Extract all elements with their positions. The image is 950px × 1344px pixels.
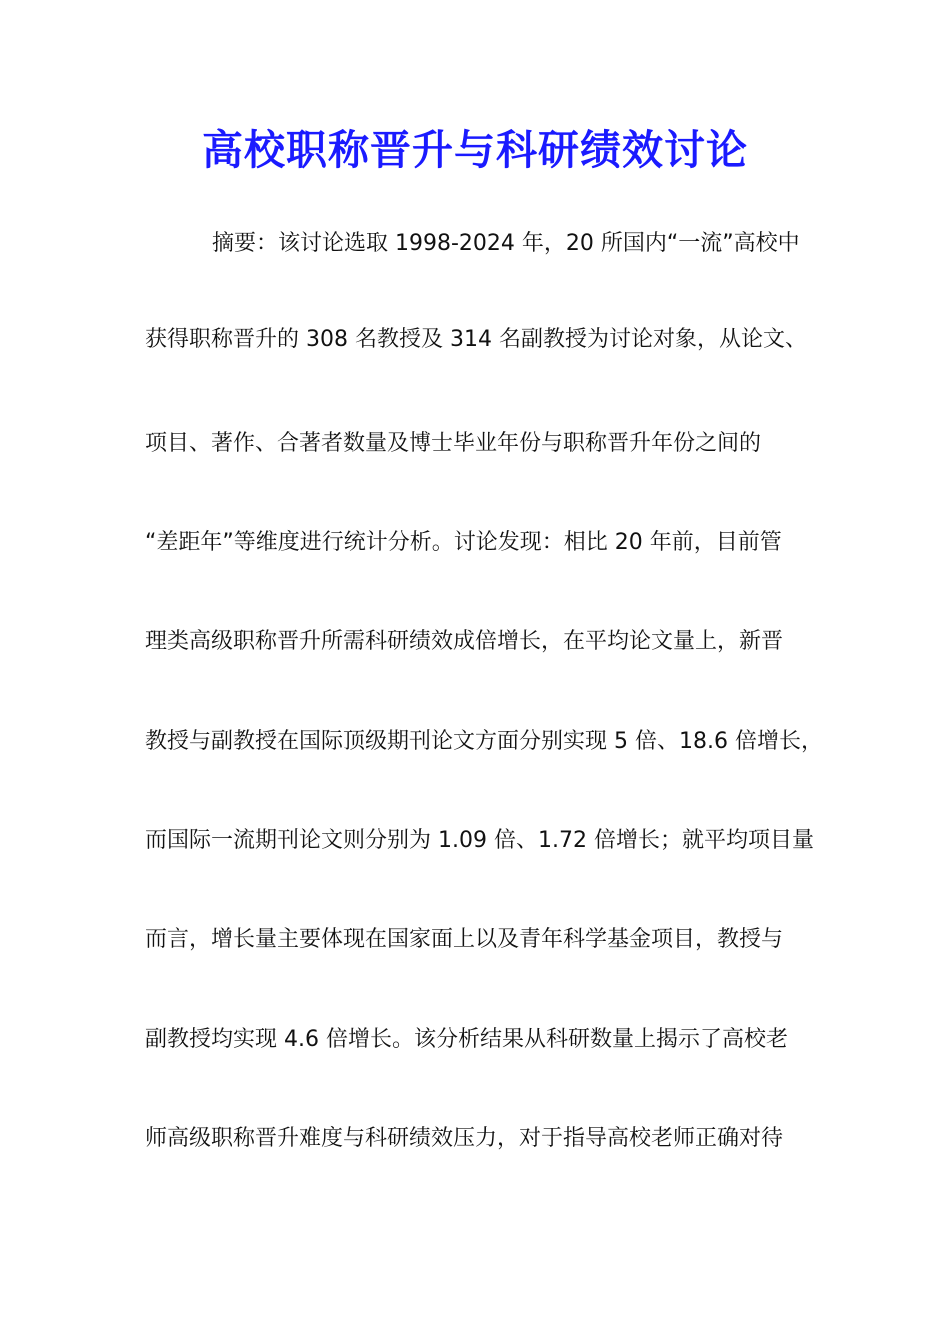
abstract-line-4: “差距年”等维度进行统计分析。讨论发现：相比 20 年前，目前管 xyxy=(145,530,782,555)
document-title: 高校职称晋升与科研绩效讨论 xyxy=(202,126,748,174)
abstract-line-1: 摘要：该讨论选取 1998-2024 年，20 所国内“一流”高校中 xyxy=(212,231,800,256)
abstract-line-6: 教授与副教授在国际顶级期刊论文方面分别实现 5 倍、18.6 倍增长， xyxy=(145,729,823,754)
abstract-line-9: 副教授均实现 4.6 倍增长。该分析结果从科研数量上揭示了高校老 xyxy=(145,1027,788,1052)
abstract-line-10: 师高级职称晋升难度与科研绩效压力，对于指导高校老师正确对待 xyxy=(145,1126,784,1151)
abstract-line-5: 理类高级职称晋升所需科研绩效成倍增长，在平均论文量上，新晋 xyxy=(145,629,784,654)
abstract-line-2: 获得职称晋升的 308 名教授及 314 名副教授为讨论对象，从论文、 xyxy=(145,327,807,352)
abstract-line-8: 而言，增长量主要体现在国家面上以及青年科学基金项目，教授与 xyxy=(145,927,784,952)
abstract-line-3: 项目、著作、合著者数量及博士毕业年份与职称晋升年份之间的 xyxy=(145,431,762,456)
abstract-line-7: 而国际一流期刊论文则分别为 1.09 倍、1.72 倍增长；就平均项目量 xyxy=(145,828,814,853)
